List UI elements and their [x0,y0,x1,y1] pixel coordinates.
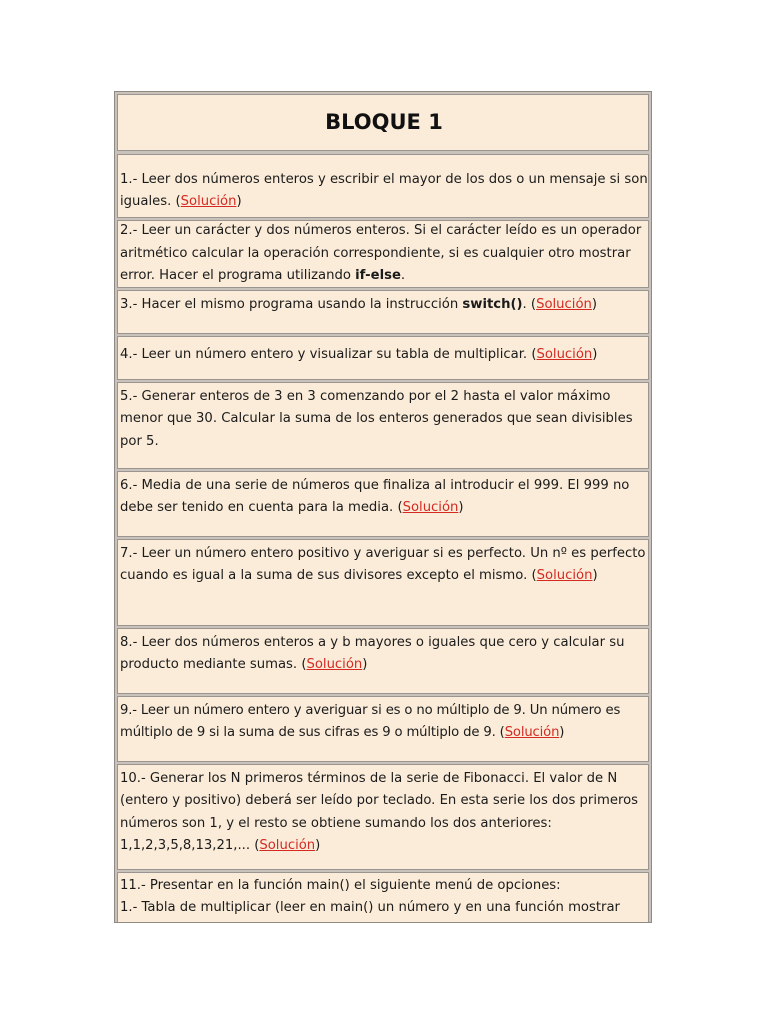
exercise-10-text: 10.- Generar los N primeros términos de la serie de Fibonacci. El valor de N (entero y positivo) deberá ser leído por teclado. En esta serie los dos primeros números son 1, y el resto se obtiene sumando los dos anteriores: 1,1,2,3,5,8,13,21,... [120,771,639,854]
exercise-10: 10.- Generar los N primeros términos de la serie de Fibonacci. El valor de N (entero y positivo) deberá ser leído por teclado. En esta serie los dos primeros números son 1, y el resto se obtiene sumando los dos anteriores: 1,1,2,3,5,8,13,21,... (Solución) [117,764,649,870]
exercise-6-solution-link[interactable]: Solución [402,500,459,516]
exercise-7: 7.- Leer un número entero positivo y averiguar si es perfecto. Un nº es perfecto cuando es igual a la suma de sus divisores excepto el mismo. (Solución) [117,539,649,626]
exercise-5-text: 5.- Generar enteros de 3 en 3 comenzando por el 2 hasta el valor máximo menor que 30. Calcular la suma de los enteros generados que sean divisibles por 5. [120,389,633,449]
exercise-9-solution-link[interactable]: Solución [504,725,560,741]
exercise-2-code: if-else [355,268,401,284]
exercise-8: 8.- Leer dos números enteros a y b mayores o iguales que cero y calcular su producto mediante sumas. (Solución) [117,628,649,694]
exercise-11-line-2: 1.- Tabla de multiplicar (leer en main() un número y en una función mostrar [120,900,620,916]
exercise-1: 1.- Leer dos números enteros y escribir el mayor de los dos o un mensaje si son iguales. (Solución) [117,154,649,218]
exercise-6-text: 6.- Media de una serie de números que finaliza al introducir el 999. El 999 no debe ser tenido en cuenta para la media. [120,478,630,516]
exercise-4: 4.- Leer un número entero y visualizar su tabla de multiplicar. (Solución) [117,336,649,380]
exercise-3: 3.- Hacer el mismo programa usando la instrucción switch(). (Solución) [117,290,649,334]
exercise-2-period: . [400,268,406,284]
exercise-9: 9.- Leer un número entero y averiguar si es o no múltiplo de 9. Un número es múltiplo de 9 si la suma de sus cifras es 9 o múltiplo de 9. (Solución) [117,696,649,762]
exercise-1-solution-link[interactable]: Solución [180,194,237,209]
exercise-7-solution-link[interactable]: Solución [536,568,593,584]
exercise-4-solution-link[interactable]: Solución [536,346,593,362]
exercise-11 [117,872,649,923]
exercise-10-solution-link[interactable]: Solución [259,838,316,854]
exercise-5 [117,382,649,469]
exercise-9-text: 9.- Leer un número entero y averiguar si es o no múltiplo de 9. Un número es múltiplo de 9 si la suma de sus cifras es 9 o múltiplo de 9. [120,703,621,741]
block-title: BLOQUE 1 [325,110,443,135]
exercise-3-solution-link[interactable]: Solución [536,296,592,312]
exercise-2 [117,220,649,288]
exercise-4-text: 4.- Leer un número entero y visualizar su tabla de multiplicar. [120,346,528,362]
exercise-table [114,91,652,923]
exercise-8-solution-link[interactable]: Solución [306,657,363,673]
exercise-3-text: 3.- Hacer el mismo programa usando la instrucción [120,296,459,312]
exercise-1-text: 1.- Leer dos números enteros y escribir el mayor de los dos o un mensaje si son iguales. [120,171,648,209]
exercise-2-text: 2.- Leer un carácter y dos números enteros. Si el carácter leído es un operador aritmético calcular la operación correspondiente, si es cualquier otro mostrar error. Hacer el programa utilizando [120,223,642,284]
exercise-11-line-1: 11.- Presentar en la función main() el siguiente menú de opciones: [120,878,561,893]
exercise-8-text: 8.- Leer dos números enteros a y b mayores o iguales que cero y calcular su producto mediante sumas. [120,635,625,673]
exercise-3-period: . [522,296,527,312]
block-title-cell [117,94,649,151]
exercise-7-text: 7.- Leer un número entero positivo y averiguar si es perfecto. Un nº es perfecto cuando es igual a la suma de sus divisores excepto el mismo. [120,546,646,584]
exercise-3-code: switch() [462,296,523,312]
exercise-6: 6.- Media de una serie de números que finaliza al introducir el 999. El 999 no debe ser tenido en cuenta para la media. (Solución) [117,471,649,537]
